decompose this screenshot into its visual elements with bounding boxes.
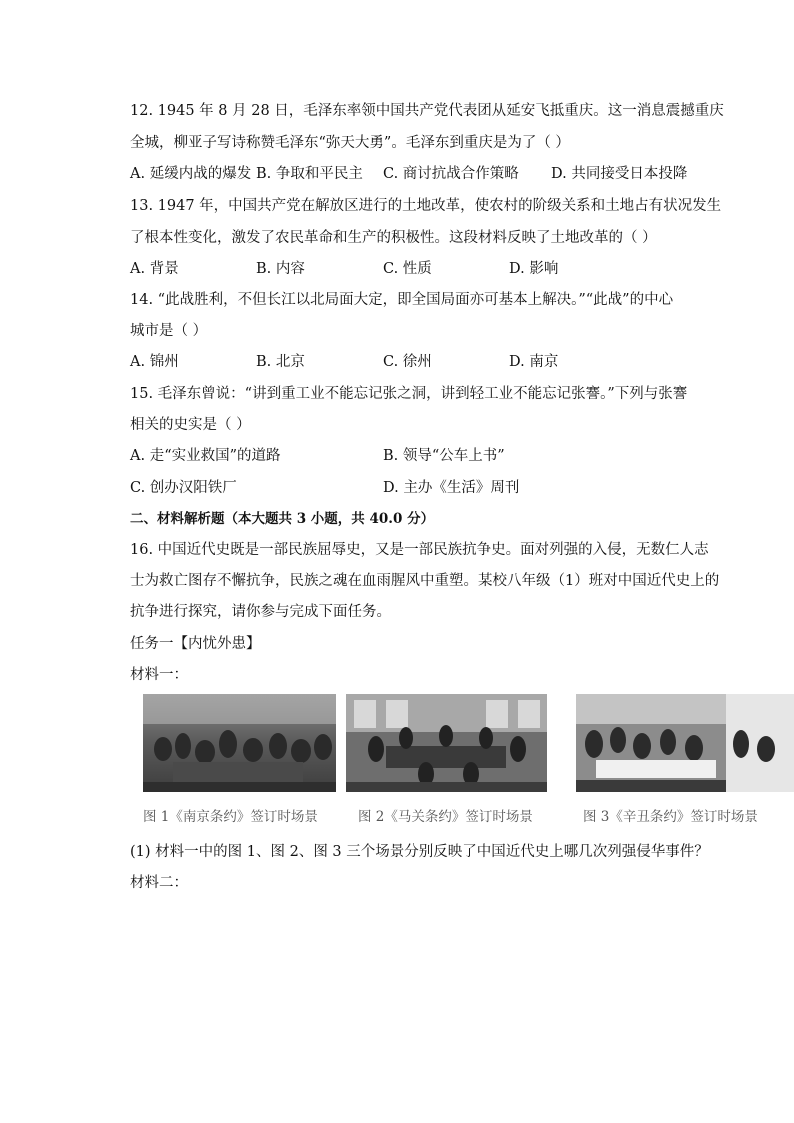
photo-shimonoseki-treaty <box>346 694 547 792</box>
q16-stem-line3: 抗争进行探究，请你参与完成下面任务。 <box>130 604 391 620</box>
q15-stem-line1: 15. 毛泽东曾说：“讲到重工业不能忘记张之洞，讲到轻工业不能忘记张謇。”下列与张謇 <box>130 386 688 402</box>
q12-stem-line1: 12. 1945 年 8 月 28 日，毛泽东率领中国共产党代表团从延安飞抵重庆。这一消息震撼重庆 <box>130 103 724 119</box>
caption-figure-1: 图 1《南京条约》签订时场景 <box>143 809 318 825</box>
q14-option-a[interactable]: A. 锦州 <box>130 354 179 370</box>
q14-option-b[interactable]: B. 北京 <box>256 354 305 370</box>
q13-option-d[interactable]: D. 影响 <box>509 261 559 277</box>
q16-material2-label: 材料二： <box>130 875 188 891</box>
q16-material1-label: 材料一： <box>130 667 188 683</box>
photo-nanjing-treaty <box>143 694 336 792</box>
q16-subquestion-1: (1) 材料一中的图 1、图 2、图 3 三个场景分别反映了中国近代史上哪几次列强侵华事件？ <box>130 844 709 860</box>
q15-option-d[interactable]: D. 主办《生活》周刊 <box>383 480 520 496</box>
q12-option-d[interactable]: D. 共同接受日本投降 <box>551 166 688 182</box>
q16-stem-line1: 16. 中国近代史既是一部民族屈辱史，又是一部民族抗争史。面对列强的入侵，无数仁人志 <box>130 542 709 558</box>
q15-stem-line2: 相关的史实是（ ） <box>130 417 251 433</box>
q12-option-a[interactable]: A. 延缓内战的爆发 <box>130 166 252 182</box>
q16-task1-heading: 任务一【内忧外患】 <box>130 636 261 652</box>
q14-option-d[interactable]: D. 南京 <box>509 354 559 370</box>
q15-option-a[interactable]: A. 走“实业救国”的道路 <box>130 448 281 464</box>
caption-figure-3: 图 3《辛丑条约》签订时场景 <box>583 809 758 825</box>
q14-stem-line1: 14. “此战胜利，不但长江以北局面大定，即全国局面亦可基本上解决。”“此战”的中心 <box>130 292 674 308</box>
q13-stem-line2: 了根本性变化，激发了农民革命和生产的积极性。这段材料反映了土地改革的（ ） <box>130 230 657 246</box>
caption-figure-2: 图 2《马关条约》签订时场景 <box>358 809 533 825</box>
section2-title: 二、材料解析题（本大题共 3 小题，共 40.0 分） <box>130 511 435 527</box>
q14-option-c[interactable]: C. 徐州 <box>383 354 432 370</box>
q13-option-c[interactable]: C. 性质 <box>383 261 432 277</box>
q13-stem-line1: 13. 1947 年，中国共产党在解放区进行的土地改革，使农村的阶级关系和土地占有状况发生 <box>130 198 722 214</box>
q16-stem-line2: 士为救亡图存不懈抗争，民族之魂在血雨腥风中重塑。某校八年级（1）班对中国近代史上的 <box>130 573 720 589</box>
q12-stem-line2: 全城，柳亚子写诗称赞毛泽东“弥天大勇”。毛泽东到重庆是为了（ ） <box>130 135 570 151</box>
q13-option-b[interactable]: B. 内容 <box>256 261 305 277</box>
q15-option-b[interactable]: B. 领导“公车上书” <box>383 448 505 464</box>
q12-option-c[interactable]: C. 商讨抗战合作策略 <box>383 166 519 182</box>
photo-boxer-protocol <box>576 694 794 792</box>
q12-option-b[interactable]: B. 争取和平民主 <box>256 166 363 182</box>
q13-option-a[interactable]: A. 背景 <box>130 261 179 277</box>
q15-option-c[interactable]: C. 创办汉阳铁厂 <box>130 480 237 496</box>
q14-stem-line2: 城市是（ ） <box>130 323 208 339</box>
